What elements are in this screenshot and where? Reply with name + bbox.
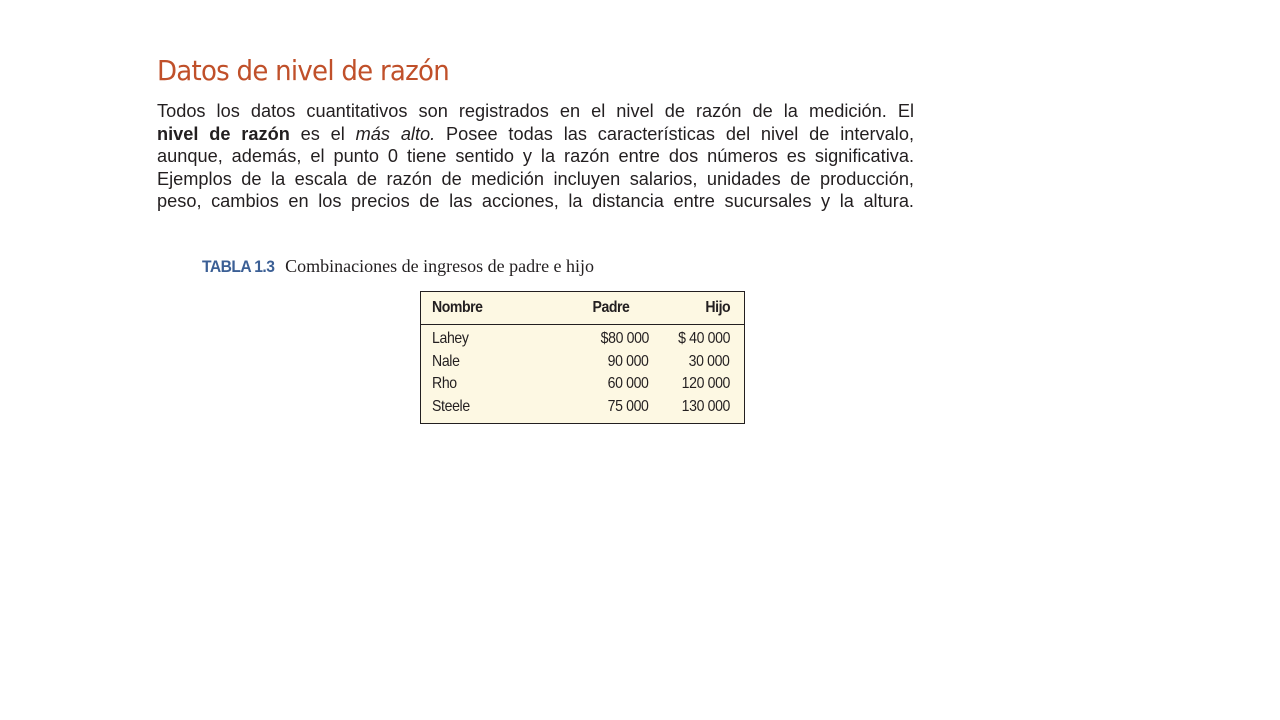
column-header-padre: Padre xyxy=(532,292,649,325)
cell-hijo: 120 000 xyxy=(681,375,730,393)
cell-padre: 60 000 xyxy=(608,375,649,393)
table-row xyxy=(421,351,744,374)
table-row xyxy=(421,325,744,351)
paragraph-line-4: Ejemplos de la escala de razón de medición incluyen salarios, unidades de producción, xyxy=(157,168,914,189)
table-title: Combinaciones de ingresos de padre e hijo xyxy=(285,256,595,276)
data-table xyxy=(421,292,744,418)
table-header-row xyxy=(421,292,744,325)
emphasis-italic: más alto. xyxy=(355,123,436,144)
cell-padre: $80 000 xyxy=(600,330,649,348)
paragraph-fragment: Posee todas las características del nivel de intervalo, xyxy=(435,123,914,144)
cell-hijo: 130 000 xyxy=(681,397,730,415)
column-header-hijo: Hijo xyxy=(649,292,744,325)
cell-hijo: $ 40 000 xyxy=(677,330,730,348)
term-bold: nivel de razón xyxy=(157,123,290,144)
cell-nombre: Nale xyxy=(432,352,460,370)
column-header-nombre: Nombre xyxy=(421,292,532,325)
table-caption xyxy=(202,256,594,277)
cell-padre: 90 000 xyxy=(608,352,649,370)
cell-nombre: Rho xyxy=(432,375,457,393)
section-heading: Datos de nivel de razón xyxy=(157,54,449,87)
paragraph-line-3: aunque, además, el punto 0 tiene sentido y la razón entre dos números es significativa. xyxy=(157,146,914,167)
paragraph-line-2 xyxy=(157,123,914,146)
table-number-label: TABLA 1.3 xyxy=(202,257,275,276)
paragraph-fragment: es el xyxy=(289,123,356,144)
body-paragraph xyxy=(157,100,914,213)
table-row xyxy=(421,373,744,396)
cell-hijo: 30 000 xyxy=(689,352,730,370)
cell-padre: 75 000 xyxy=(608,397,649,415)
cell-nombre: Lahey xyxy=(432,330,469,348)
income-table xyxy=(420,291,745,424)
table-row xyxy=(421,396,744,419)
cell-nombre: Steele xyxy=(432,397,470,415)
paragraph-line-5: peso, cambios en los precios de las acciones, la distancia entre sucursales y la altura. xyxy=(157,191,914,212)
paragraph-line-1: Todos los datos cuantitativos son registrados en el nivel de razón de la medición. El xyxy=(157,101,914,121)
